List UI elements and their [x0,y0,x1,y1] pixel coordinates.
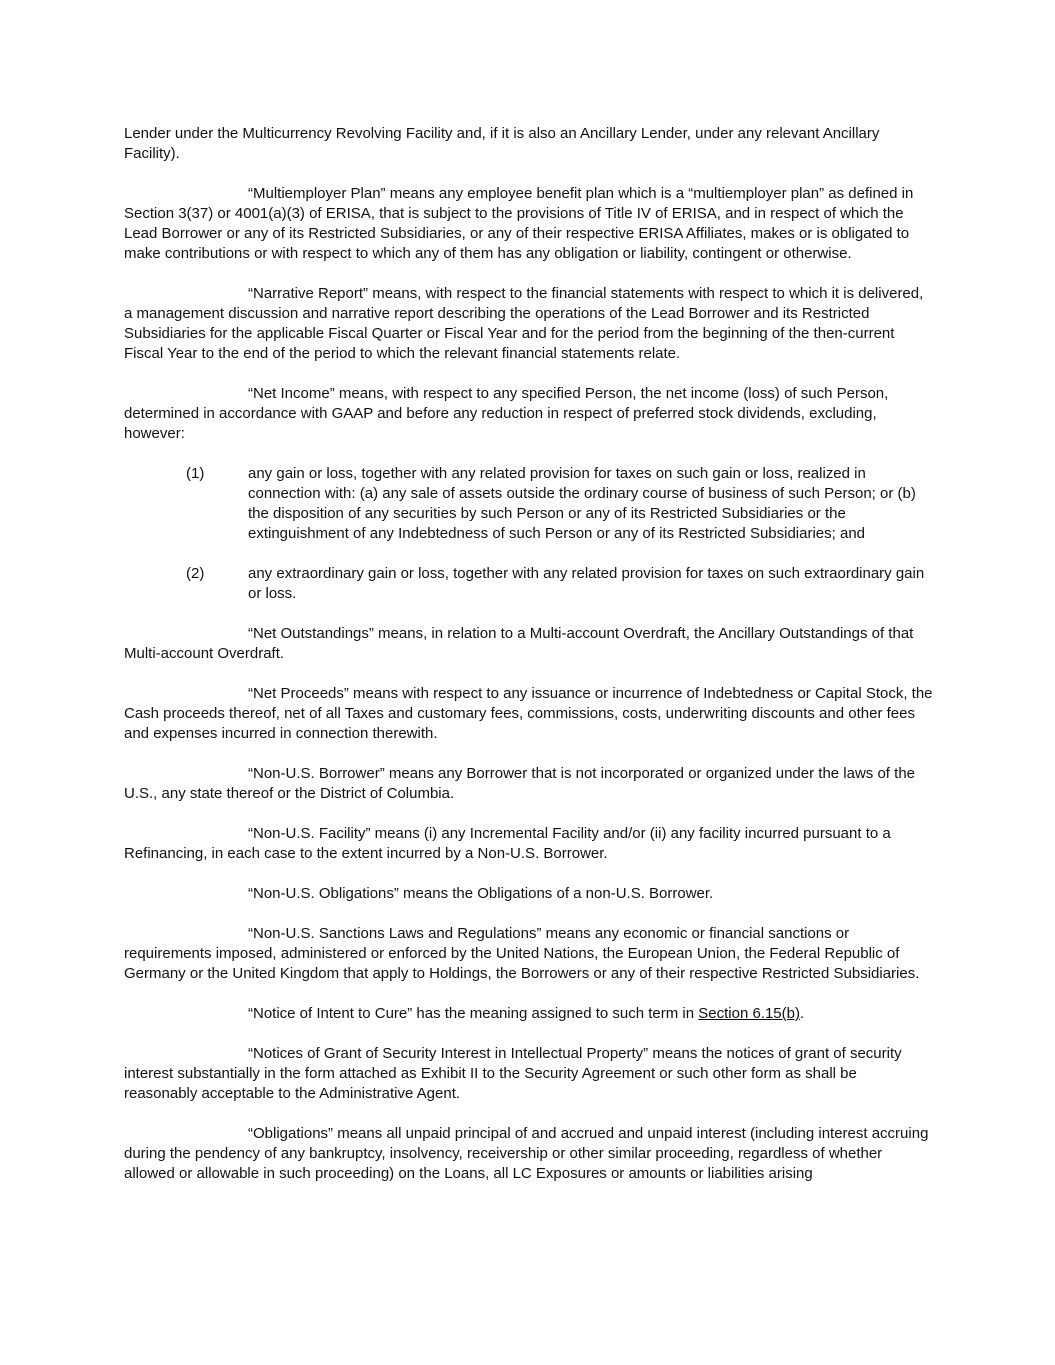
defined-term: “Non-U.S. Sanctions Laws and Regulations” [248,925,542,942]
list-item-text: any gain or loss, together with any related provision for taxes on such gain or loss, realized in connection with: (a) any sale of assets outside the ordinary course of business of such Person; or (b) the disposition of any securities by such Person or any of its Restricted Subsidiaries or the extinguishment of any Indebtedness of such Person or any of its Restricted Subsidiaries; and [248,465,916,542]
defined-term: “Non-U.S. Obligations” [248,885,399,902]
defined-term: “Net Income” [248,385,335,402]
definition-non-us-obligations [124,884,934,904]
definition-narrative-report [124,284,934,364]
definition-body: means (i) any Incremental Facility and/or (ii) any facility incurred pursuant to a Refinancing, in each case to the extent incurred by a Non-U.S. Borrower. [124,825,891,862]
definition-obligations [124,1124,934,1184]
definition-notices-of-grant [124,1044,934,1104]
definition-net-proceeds [124,684,934,744]
list-item-number: (1) [186,465,205,482]
definition-body: means all unpaid principal of and accrued and unpaid interest (including interest accruing during the pendency of any bankruptcy, insolvency, receivership or other similar proceeding, regardless of whether allowed or allowable in such proceeding) on the Loans, all LC Exposures or amounts or liabilities arising [124,1125,929,1182]
definition-net-outstandings [124,624,934,664]
defined-term: “Obligations” [248,1125,334,1142]
definition-body: means, with respect to any specified Person, the net income (loss) of such Person, determined in accordance with GAAP and before any reduction in respect of preferred stock dividends, excluding, however: [124,385,889,442]
defined-term: “Net Proceeds” [248,685,349,702]
list-item-text: any extraordinary gain or loss, together with any related provision for taxes on such extraordinary gain or loss. [248,565,925,602]
defined-term: “Non-U.S. Facility” [248,825,371,842]
definition-non-us-facility [124,824,934,864]
document-page [124,124,934,1204]
definition-body: means any economic or financial sanctions or requirements imposed, administered or enforced by the United Nations, the European Union, the Federal Republic of Germany or the United Kingdom that apply to Holdings, the Borrowers or any of their respective Restricted Subsidiaries. [124,925,920,982]
definition-body: means any Borrower that is not incorporated or organized under the laws of the U.S., any state thereof or the District of Columbia. [124,765,915,802]
defined-term: “Non-U.S. Borrower” [248,765,385,782]
continuation-paragraph: Lender under the Multicurrency Revolving Facility and, if it is also an Ancillary Lender, under any relevant Ancillary Facility). [124,125,880,162]
list-item [124,464,934,544]
list-item [124,564,934,604]
definition-end: . [799,1005,805,1022]
definition-net-income [124,384,934,444]
definition-body: means, with respect to the financial statements with respect to which it is delivered, a management discussion and narrative report describing the operations of the Lead Borrower and its Restricted Subsidiaries for the applicable Fiscal Quarter or Fiscal Year and for the period from the beginning of the then-current Fiscal Year to the end of the period to which the relevant financial statements relate. [124,285,924,362]
definition-body: means any employee benefit plan which is a “multiemployer plan” as defined in Section 3(37) or 4001(a)(3) of ERISA, that is subject to the provisions of Title IV of ERISA, and in respect of which the Lead Borrower or any of its Restricted Subsidiaries, or any of their respective ERISA Affiliates, makes or is obligated to make contributions or with respect to which any of them has any obligation or liability, contingent or otherwise. [124,185,914,262]
definition-body: means, in relation to a Multi-account Overdraft, the Ancillary Outstandings of that Multi-account Overdraft. [124,625,914,662]
defined-term: “Multiemployer Plan” [248,185,386,202]
defined-term: “Notice of Intent to Cure” [248,1005,413,1022]
defined-term: “Net Outstandings” [248,625,374,642]
definition-non-us-borrower [124,764,934,804]
section-reference-link[interactable]: Section 6.15(b) [698,1005,800,1022]
defined-term: “Notices of Grant of Security Interest in Intellectual Property” [248,1045,649,1062]
definition-body: means the notices of grant of security interest substantially in the form attached as Exhibit II to the Security Agreement or such other form as shall be reasonably acceptable to the Administrative Agent. [124,1045,902,1102]
definition-body: means with respect to any issuance or incurrence of Indebtedness or Capital Stock, the Cash proceeds thereof, net of all Taxes and customary fees, commissions, costs, underwriting discounts and other fees and expenses incurred in connection therewith. [124,685,933,742]
definition-non-us-sanctions [124,924,934,984]
defined-term: “Narrative Report” [248,285,369,302]
definition-body: means the Obligations of a non-U.S. Borrower. [398,885,714,902]
definition-notice-of-intent-to-cure [124,1004,934,1024]
list-item-number: (2) [186,565,205,582]
definition-multiemployer-plan [124,184,934,264]
definition-body: has the meaning assigned to such term in [412,1005,699,1022]
